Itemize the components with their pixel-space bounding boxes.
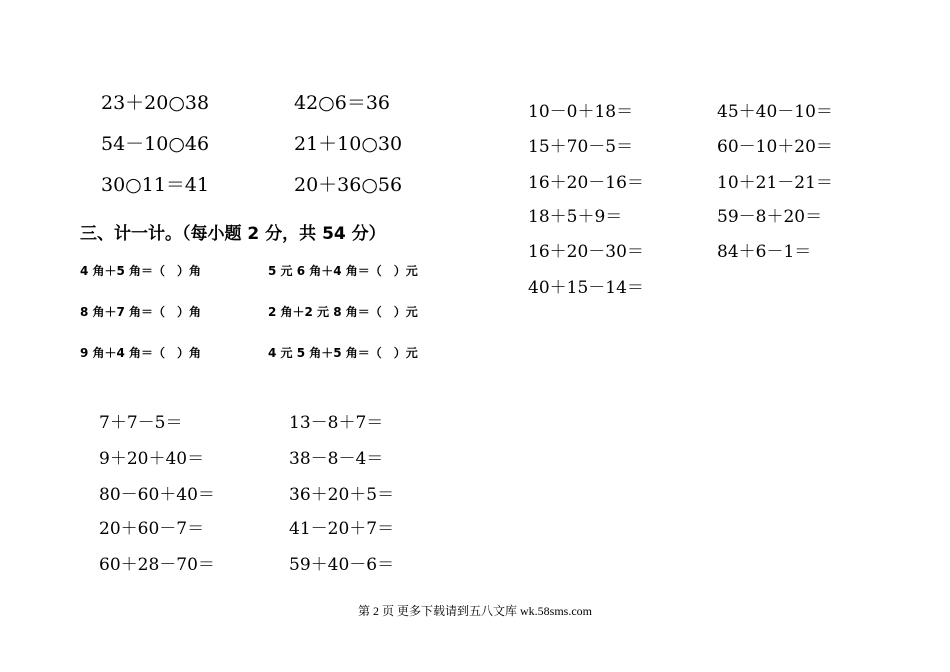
compare-item: 54－10○46	[101, 133, 210, 155]
calc-item: 40＋15－14＝	[528, 278, 644, 298]
calc-item: 80－60＋40＝	[99, 485, 215, 505]
calc-item: 36＋20＋5＝	[289, 485, 395, 505]
compare-item: 30○11＝41	[101, 174, 210, 196]
calc-item: 45＋40－10＝	[717, 102, 833, 122]
calc-item: 15＋70－5＝	[528, 137, 634, 157]
calc-item: 7＋7－5＝	[99, 413, 183, 433]
money-item: 2 角＋2 元 8 角＝（ ）元	[268, 305, 418, 319]
calc-item: 16＋20－16＝	[528, 173, 644, 193]
calc-item: 20＋60－7＝	[99, 519, 205, 539]
calc-item: 10＋21－21＝	[717, 173, 833, 193]
calc-item: 60－10＋20＝	[717, 137, 833, 157]
page-footer: 第 2 页 更多下载请到五八文库 wk.58sms.com	[357, 604, 592, 618]
calc-item: 9＋20＋40＝	[99, 449, 205, 469]
money-item: 4 元 5 角＋5 角＝（ ）元	[268, 346, 418, 360]
calc-item: 59－8＋20＝	[717, 207, 823, 227]
compare-item: 23＋20○38	[101, 92, 210, 114]
section-title: 三、计一计。（每小题 2 分，共 54 分）	[80, 224, 386, 244]
calc-item: 84＋6－1＝	[717, 242, 812, 262]
calc-item: 60＋28－70＝	[99, 555, 215, 575]
compare-item: 42○6＝36	[294, 92, 391, 114]
money-item: 9 角＋4 角＝（ ）角	[80, 346, 202, 360]
calc-item: 18＋5＋9＝	[528, 207, 623, 227]
calc-item: 16＋20－30＝	[528, 242, 644, 262]
money-item: 8 角＋7 角＝（ ）角	[80, 305, 202, 319]
calc-item: 59＋40－6＝	[289, 555, 395, 575]
calc-item: 13－8＋7＝	[289, 413, 384, 433]
compare-item: 20＋36○56	[294, 174, 403, 196]
calc-item: 10－0＋18＝	[528, 102, 634, 122]
calc-item: 41－20＋7＝	[289, 519, 395, 539]
compare-item: 21＋10○30	[294, 133, 403, 155]
calc-item: 38－8－4＝	[289, 449, 384, 469]
money-item: 4 角＋5 角＝（ ）角	[80, 264, 202, 278]
money-item: 5 元 6 角＋4 角＝（ ）元	[268, 264, 418, 278]
